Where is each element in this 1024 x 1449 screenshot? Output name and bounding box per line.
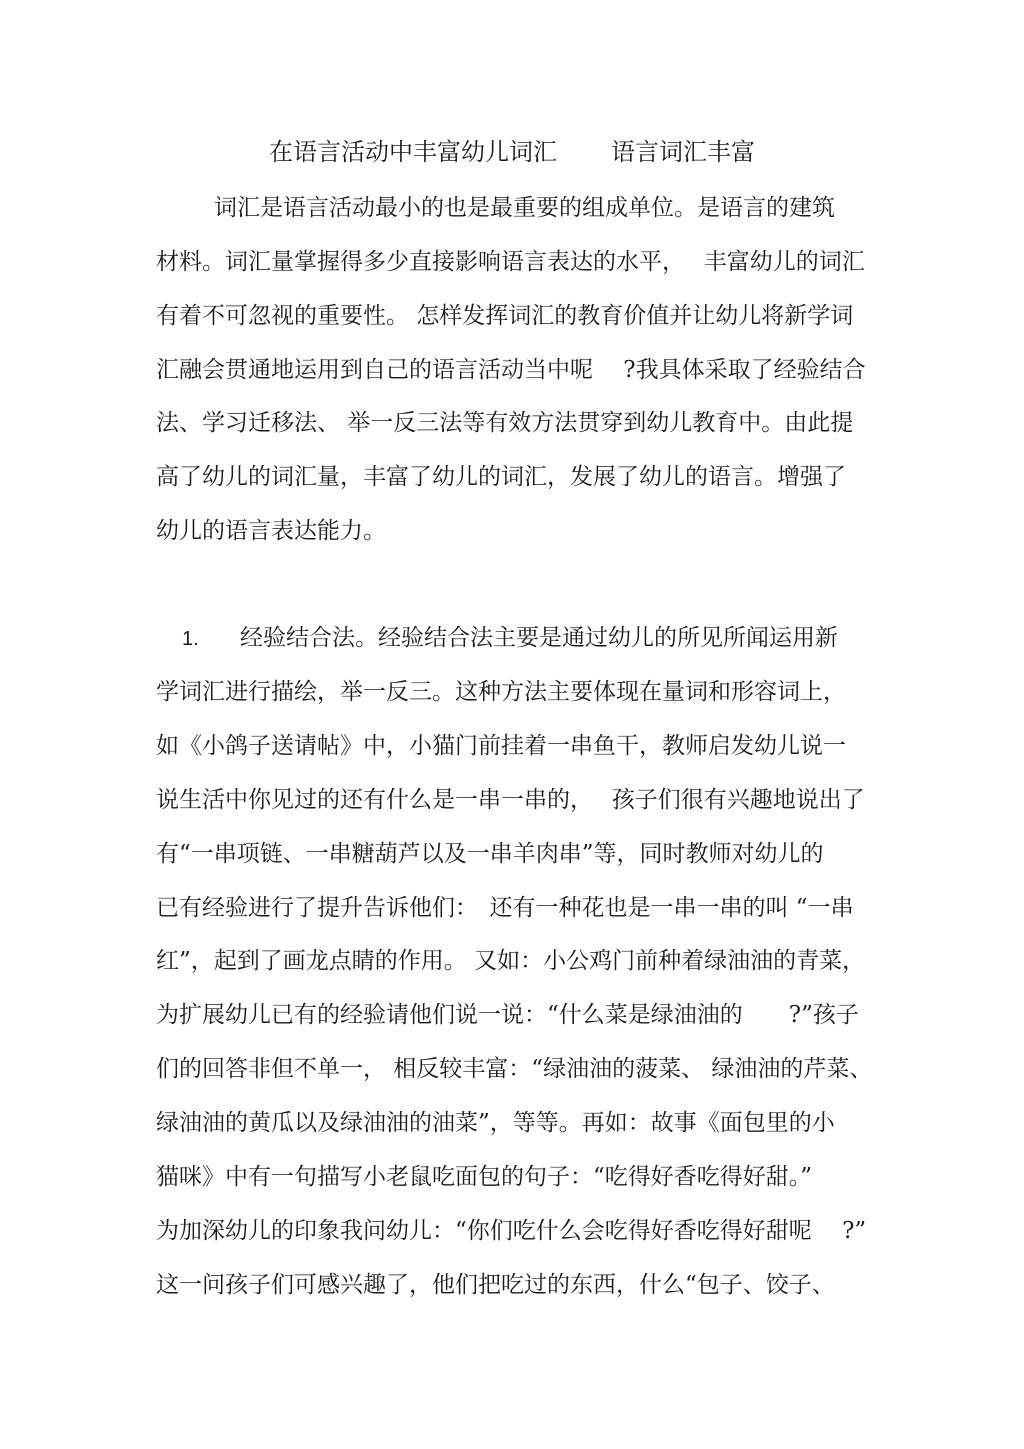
section-1-line: 如《小鸽子送请帖》中，小猫门前挂着一串鱼干，教师启发幼儿说一 (156, 733, 846, 759)
intro-line: 有着不可忽视的重要性。 怎样发挥词汇的教育价值并让幼儿将新学词 (156, 303, 854, 329)
title-main: 在语言活动中丰富幼儿词汇 (269, 138, 557, 166)
title-sub: 语言词汇丰富 (611, 138, 755, 166)
section-1-line: 们的回答非但不单一， 相反较丰富：“绿油油的菠菜、 绿油油的芹菜、 (156, 1056, 873, 1082)
intro-line: 词汇是语言活动最小的也是最重要的组成单位。是语言的建筑 (214, 195, 835, 221)
section-1-line: 这一问孩子们可感兴趣了，他们把吃过的东西，什么“包子、饺子、 (156, 1272, 835, 1298)
section-1-line: 已有经验进行了提升告诉他们： 还有一种花也是一串一串的叫 “一串 (156, 895, 854, 921)
section-number: 1. (182, 628, 199, 650)
intro-line: 法、学习迁移法、 举一反三法等有效方法贯穿到幼儿教育中。由此提 (156, 410, 854, 436)
intro-line: 幼儿的语言表达能力。 (156, 518, 386, 544)
section-1-line: 有“一串项链、一串糖葫芦以及一串羊肉串”等，同时教师对幼儿的 (156, 841, 824, 867)
section-1-first-line: 经验结合法。经验结合法主要是通过幼儿的所见所闻运用新 (240, 625, 838, 651)
section-1-heading-line (182, 621, 838, 656)
section-1-line: 为加深幼儿的印象我问幼儿：“你们吃什么会吃得好香吃得好甜呢 ?” (156, 1218, 867, 1244)
section-1-line: 学词汇进行描绘，举一反三。这种方法主要体现在量词和形容词上， (156, 679, 846, 705)
section-1-line: 红”，起到了画龙点睛的作用。 又如：小公鸡门前种着绿油油的青菜， (156, 948, 866, 974)
section-1-line: 说生活中你见过的还有什么是一串一串的， 孩子们很有兴趣地说出了 (156, 787, 865, 813)
page-title (0, 134, 1024, 170)
intro-line: 材料。词汇量掌握得多少直接影响语言表达的水平， 丰富幼儿的词汇 (156, 249, 865, 275)
section-1-line: 绿油油的黄瓜以及绿油油的油菜”，等等。再如：故事《面包里的小 (156, 1110, 835, 1136)
section-1-line: 为扩展幼儿已有的经验请他们说一说：“什么菜是绿油油的 ?”孩子 (156, 1002, 859, 1028)
intro-line: 汇融会贯通地运用到自己的语言活动当中呢 ?我具体采取了经验结合 (156, 357, 866, 383)
section-1-line: 猫咪》中有一句描写小老鼠吃面包的句子：“吃得好香吃得好甜。” (156, 1164, 813, 1190)
intro-line: 高了幼儿的词汇量，丰富了幼儿的词汇，发展了幼儿的语言。增强了 (156, 464, 846, 490)
